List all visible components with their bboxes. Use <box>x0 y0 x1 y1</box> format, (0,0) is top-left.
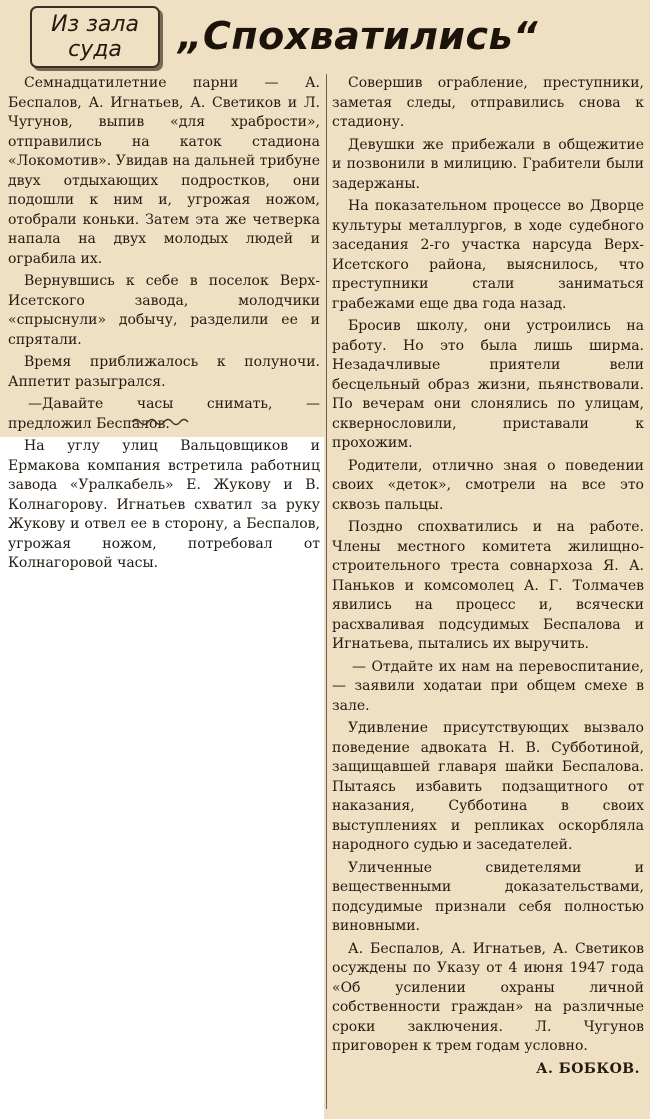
paragraph: На показательном процессе во Дворце культуры металлургов, в ходе судебного заседания 2-го участка нарсуда Верх-Исетского района, выяснилось, что преступники стали заниматься грабежами еще два года назад. <box>332 198 644 312</box>
article-column-left <box>8 74 320 577</box>
paragraph: — Отдайте их нам на перевоспитание, — заявили ходатаи при общем смехе в зале. <box>332 658 644 714</box>
paragraph: Девушки же прибежали в общежитие и позвонили в милицию. Грабители были задержаны. <box>332 136 644 192</box>
paragraph: Уличенные свидетелями и вещественными доказательствами, подсудимые признали себя полностью виновными. <box>332 859 644 934</box>
paragraph: Бросив школу, они устроились на работу. Но это была лишь ширма. Незадачливые приятели вели бесцельный образ жизни, пьянствовали. По вечерам они слонялись по улицам, сквернословили, приставали к прохожим. <box>332 318 644 451</box>
paragraph: А. Беспалов, А. Игнатьев, А. Светиков осуждены по Указу от 4 июня 1947 года «Об усилении охраны личной собственности граждан» на различные сроки заключения. Л. Чугунов приговорен к трем годам условно. <box>332 940 644 1054</box>
paragraph: Семнадцатилетние парни — А. Беспалов, А. Игнатьев, А. Светиков и Л. Чугунов, выпив «для храбрости», отправились на каток стадиона «Локомотив». Увидав на дальней трибуне двух отдыхающих подростков, они подошли к ним и, угрожая ножом, отобрали коньки. Затем эта же четверка напала на двух молодых людей и ограбила их. <box>8 75 320 267</box>
paragraph: На углу улиц Вальцовщиков и Ермакова компания встретила работниц завода «Уралкабель» Е. Жукову и В. Колнагорову. Игнатьев схватил за руку Жукову и отвел ее в сторону, а Беспалов, угрожая ножом, потребовал от Колнагоровой часы. <box>8 438 320 571</box>
paragraph: Вернувшись к себе в поселок Верх-Исетского завода, молодчики «спрыснули» добычу, разделили ее и спрятали. <box>8 273 320 348</box>
article-column-right <box>332 74 644 1082</box>
rubric-line-1: Из зала <box>51 12 139 37</box>
paragraph: Родители, отлично зная о поведении своих «деток», смотрели на все это сквозь пальцы. <box>332 457 644 513</box>
paragraph: —Давайте часы снимать, — предложил Беспалов. <box>8 396 320 432</box>
wave-ornament <box>130 416 190 428</box>
article-headline: „Спохватились“ <box>178 14 539 58</box>
author-signature: А. БОБКОВ. <box>536 1060 640 1077</box>
paragraph: Поздно спохватились и на работе. Члены местного комитета жилищно-строительного треста совнархоза Я. А. Паньков и комсомолец А. Г. Толмачев явились на процесс и, всячески расхваливая подсудимых Беспалова и Игнатьева, пытались их выручить. <box>332 519 644 652</box>
paragraph: Удивление присутствующих вызвало поведение адвоката Н. В. Субботиной, защищавшей главаря шайки Беспалова. Пытаясь избавить подзащитного от наказания, Субботина в своих выступлениях и репликах оскорбляла народного судью и заседателей. <box>332 720 644 853</box>
paragraph: Время приближалось к полуночи. Аппетит разыгрался. <box>8 354 320 390</box>
paragraph: Совершив ограбление, преступники, заметая следы, отправились снова к стадиону. <box>332 75 644 130</box>
rubric-box <box>30 6 160 68</box>
column-divider <box>326 74 327 1109</box>
rubric-line-2: суда <box>68 37 122 62</box>
